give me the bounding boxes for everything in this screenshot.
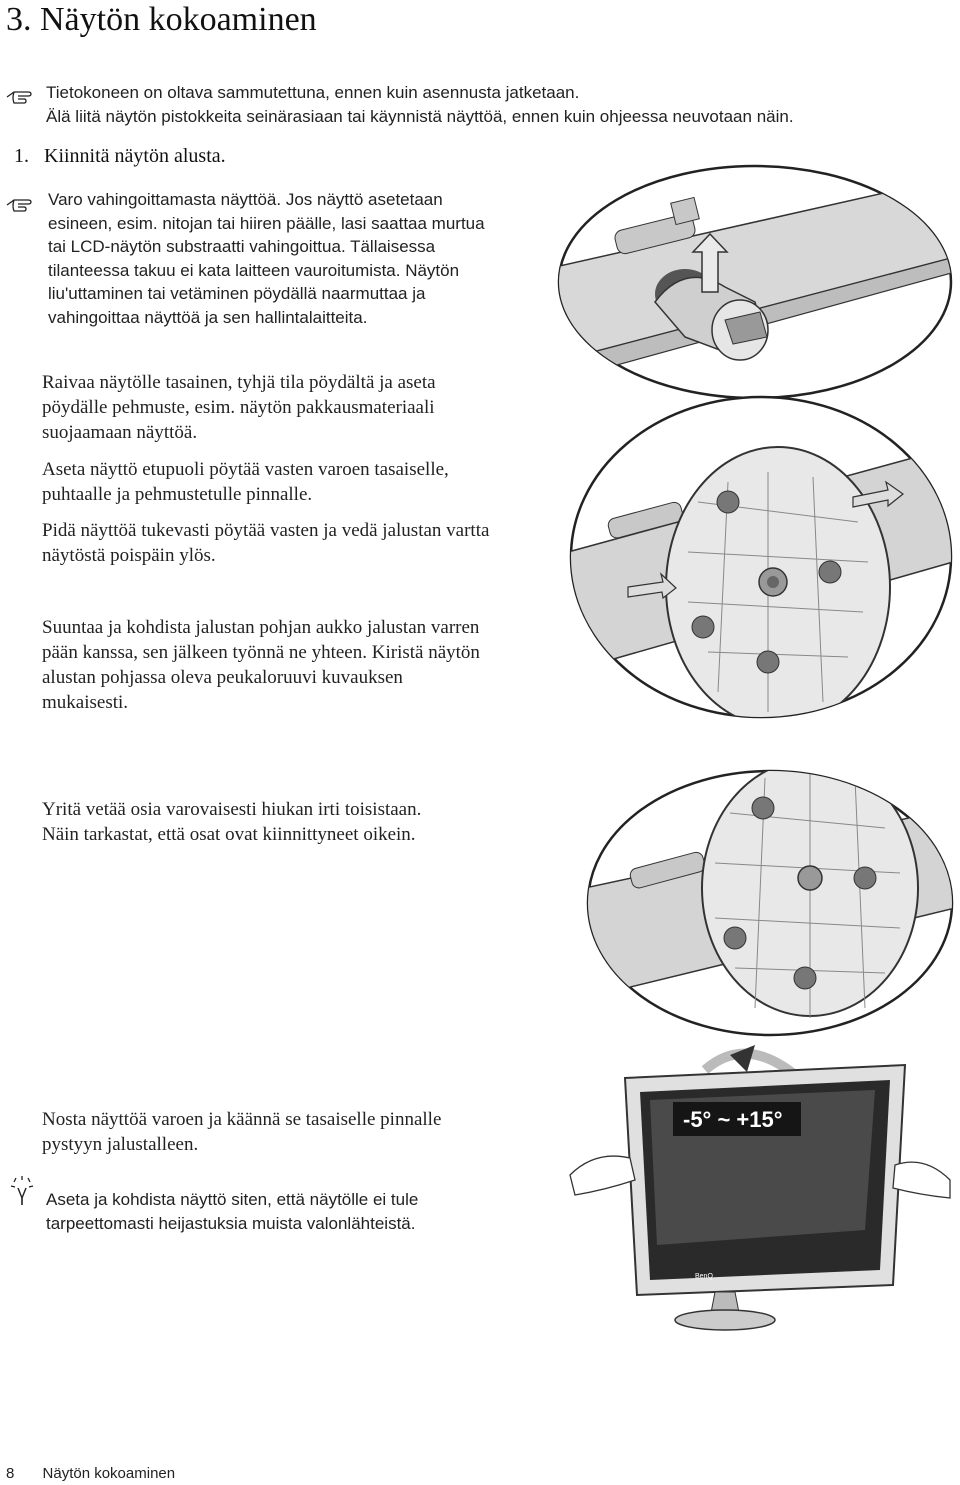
tip-note-line: Aseta ja kohdista näyttö siten, että näytölle ei tule: [46, 1190, 419, 1209]
intro-note-line: Älä liitä näytön pistokkeita seinärasiaan tai käynnistä näyttöä, ennen kuin ohjeessa neuvotaan näin.: [46, 106, 794, 126]
stand-neck-illustration: [555, 162, 955, 402]
hand-pointer-icon: [6, 196, 36, 214]
instruction-paragraph: [42, 518, 489, 568]
step-title: Kiinnitä näytön alusta.: [44, 145, 226, 167]
paragraph-line: mukaisesti.: [42, 692, 129, 713]
paragraph-line: pöydälle pehmuste, esim. näytön pakkausmateriaali: [42, 397, 435, 418]
light-bulb-icon: [10, 1176, 34, 1206]
stand-base-illustration: [568, 392, 953, 722]
brand-logo: BenQ: [695, 1273, 713, 1280]
paragraph-line: suojaamaan näyttöä.: [42, 422, 198, 443]
page-number: 8: [6, 1465, 15, 1482]
paragraph-line: näytöstä poispäin ylös.: [42, 545, 216, 566]
warning-note-line: tai LCD-näytön substraatti vahingoittua. Tällaisessa: [48, 237, 436, 256]
instruction-paragraph: [42, 1107, 441, 1157]
footer-section: Näytön kokoaminen: [42, 1465, 176, 1482]
warning-note: [48, 188, 485, 329]
instruction-paragraph: [42, 370, 436, 445]
monitor-tilt-illustration: [565, 1030, 955, 1335]
warning-note-line: tilanteessa takuu ei kata laitteen vauroitumista. Näytön: [48, 260, 460, 280]
warning-note-line: vahingoittaa näyttöä ja sen hallintalaitteita.: [48, 307, 368, 327]
paragraph-line: pään kanssa, sen jälkeen työnnä ne yhteen. Kiristä näytön: [42, 642, 480, 663]
paragraph-line: Näin tarkastat, että osat ovat kiinnittyneet oikein.: [42, 824, 416, 845]
tip-note: [46, 1188, 418, 1235]
paragraph-line: Aseta näyttö etupuoli pöytää vasten varoen tasaiselle,: [42, 459, 449, 480]
instruction-paragraph: [42, 797, 421, 847]
paragraph-line: alustan pohjassa oleva peukaloruuvi kuvauksen: [42, 667, 403, 688]
stand-attached-illustration: [585, 768, 955, 1038]
instruction-paragraph: [42, 457, 449, 507]
instruction-paragraph: [42, 615, 480, 715]
intro-note: [46, 81, 794, 128]
intro-note-line: Tietokoneen on oltava sammutettuna, ennen kuin asennusta jatketaan.: [46, 83, 580, 102]
warning-note-line: esineen, esim. nitojan tai hiiren päälle, lasi saattaa murtua: [48, 213, 485, 233]
paragraph-line: puhtaalle ja pehmustetulle pinnalle.: [42, 484, 313, 505]
paragraph-line: pystyyn jalustalleen.: [42, 1134, 199, 1155]
tip-note-line: tarpeettomasti heijastuksia muista valonlähteistä.: [46, 1213, 416, 1233]
warning-note-line: Varo vahingoittamasta näyttöä. Jos näyttö asetetaan: [48, 190, 443, 209]
step-number: 1.: [14, 145, 29, 167]
footer: [6, 1465, 175, 1482]
paragraph-line: Suuntaa ja kohdista jalustan pohjan aukko jalustan varren: [42, 617, 480, 638]
paragraph-line: Yritä vetää osia varovaisesti hiukan irti toisistaan.: [42, 799, 422, 820]
paragraph-line: Pidä näyttöä tukevasti pöytää vasten ja vedä jalustan vartta: [42, 520, 490, 541]
hand-pointer-icon: [6, 88, 36, 106]
paragraph-line: Nosta näyttöä varoen ja käännä se tasaiselle pinnalle: [42, 1109, 442, 1130]
page-title: 3. Näytön kokoaminen: [6, 1, 317, 38]
tilt-range-label: -5° ~ +15°: [683, 1107, 783, 1132]
paragraph-line: Raivaa näytölle tasainen, tyhjä tila pöydältä ja aseta: [42, 372, 436, 393]
step-heading: [14, 145, 226, 168]
warning-note-line: liu'uttaminen tai vetäminen pöydällä naarmuttaa ja: [48, 284, 426, 303]
